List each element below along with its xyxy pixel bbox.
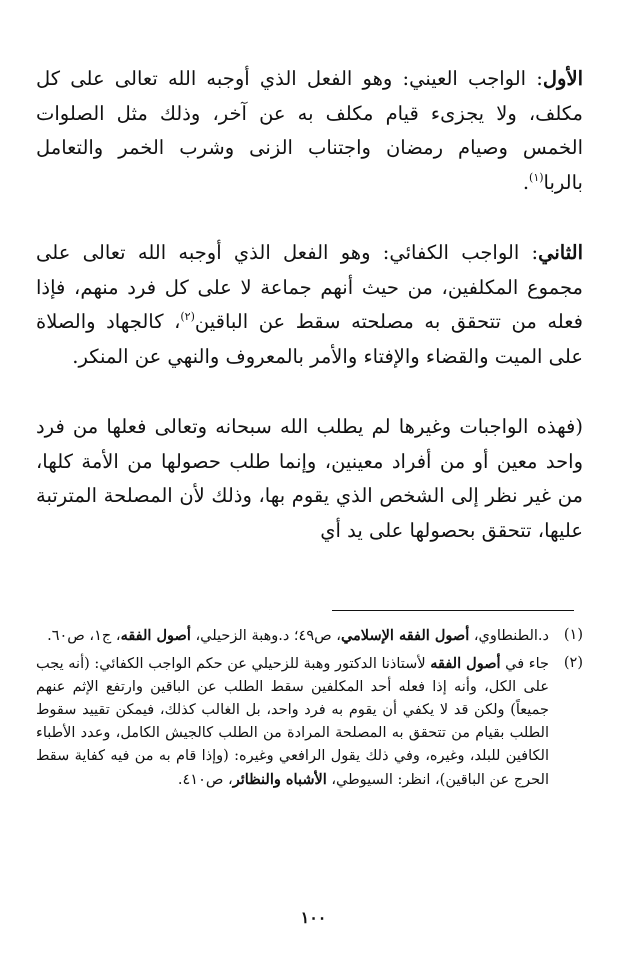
footnote-2 — [36, 652, 583, 792]
footnote-text: ، ج١، ص٦٠. — [47, 628, 121, 644]
footnote-number: (١) — [563, 627, 583, 643]
paragraph-lead: الأول — [542, 67, 583, 90]
footnote-ref[interactable]: (١) — [529, 170, 544, 184]
footnote-text: لأستاذنا الدكتور وهبة للزحيلي عن حكم الواجب الكفائي: (أنه يجب على الكل، وأنه إذا فعله أحد المكلفين سقط الطلب عن الباقين وارتفع الإثم عنهم جميعاً) ولكن قد لا يكفي أن يقوم به فرد واحد، بل الغالب كذلك، فيمكن تقييد سقوط الطلب بقيام من تتحقق به المصلحة المرادة من الطلب كالجيش الكامل، وعدد الأطباء الكافين للبلد، وغيره، وفي ذلك يقول الرافعي وغيره: (وإذا قام به من فيه كفاية سقط الحرج عن الباقين)، انظر: السيوطي، — [36, 656, 549, 788]
paragraph-first — [36, 62, 583, 200]
paragraph-text: (فهذه الواجبات وغيرها لم يطلب الله سبحانه وتعالى فعلها من فرد واحد معين أو من أفراد معينين، وإنما طلب حصولها من الأمة كلها، من غير نظر إلى الشخص الذي يقوم بها، وذلك لأن المصلحة المترتبة عليها، تتحقق بحصولها على يد أي — [36, 415, 583, 542]
paragraph-second — [36, 236, 583, 374]
page-number: ١٠٠ — [300, 908, 327, 927]
paragraph-text: : الواجب الكفائي: وهو الفعل الذي أوجبه الله تعالى على مجموع المكلفين، من حيث أنهم جماعة لا على كل فرد منهم، فإذا فعله من تتحقق به مصلحته سقط عن الباقين — [36, 241, 583, 333]
footnote-book-title: الأشباه والنظائر — [232, 771, 327, 788]
footnote-text: ، ص٤١٠. — [177, 772, 233, 788]
paragraph-text: : الواجب العيني: وهو الفعل الذي أوجبه الله تعالى على كل مكلف، ولا يجزىء قيام مكلف به عن آخر، وذلك مثل الصلوات الخمس وصيام رمضان واجتناب الزنى وشرب الخمر والتعامل بالربا — [36, 67, 583, 194]
footnote-book-title: أصول الفقه الإسلامي — [340, 627, 470, 644]
footnote-ref[interactable]: (٢) — [180, 310, 195, 323]
footnote-number: (٢) — [563, 655, 583, 671]
footnote-book-title: أصول الفقه — [120, 627, 191, 644]
main-text — [36, 62, 583, 548]
footnote-book-title: أصول الفقه — [430, 655, 501, 672]
paragraph-tail: . — [522, 170, 530, 194]
paragraph-tail: ، كالجهاد والصلاة على الميت والقضاء والإفتاء والأمر بالمعروف والنهي عن المنكر. — [36, 310, 583, 368]
footnote-text: جاء في — [500, 656, 550, 672]
paragraph-lead: الثاني — [538, 241, 583, 264]
footnote-1 — [36, 624, 583, 648]
paragraph-third — [36, 410, 583, 548]
footnote-text: ، ص٤٩؛ د.وهبة الزحيلي، — [190, 628, 341, 644]
footnote-text: د.الطنطاوي، — [469, 628, 549, 644]
footnotes — [36, 624, 583, 796]
footnote-divider — [332, 610, 574, 611]
